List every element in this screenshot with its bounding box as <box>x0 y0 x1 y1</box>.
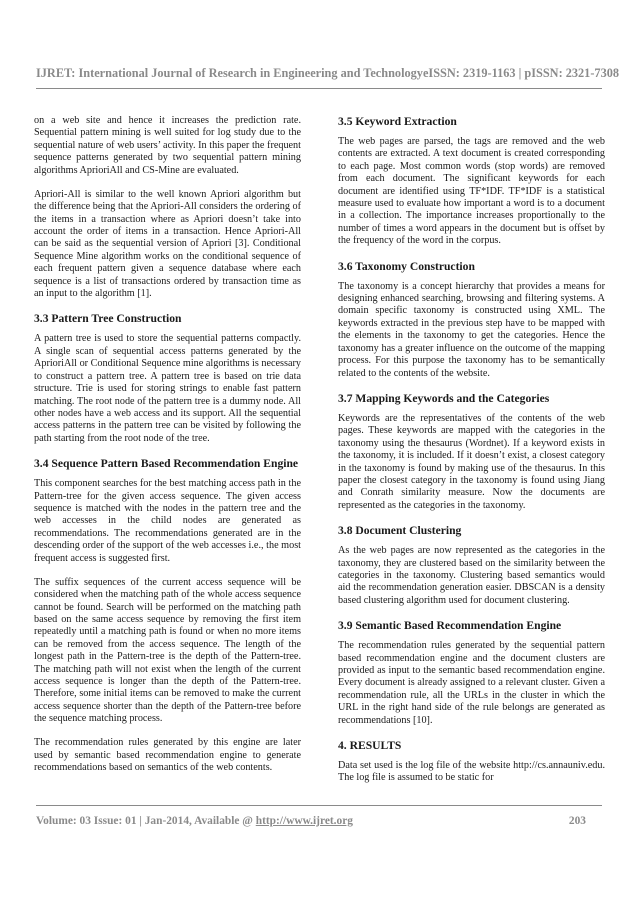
volume-info: Volume: 03 Issue: 01 | Jan-2014, Available @ <box>36 815 256 827</box>
journal-title: IJRET: International Journal of Research in Engineering and Technology <box>36 66 423 80</box>
section-3-9-heading: 3.9 Semantic Based Recommendation Engine <box>338 619 562 633</box>
right-paragraph-1: The web pages are parsed, the tags are removed and the web contents are extracted. A text document is created corresponding to each page. Most common words (stop words) are removed from each document. The significant keywords for each document are identified using TF*IDF. TF*IDF is a statistical measure used to evaluate how important a word is to a document in a collection. The importance increases proportionally to the number of times a word appears in the document but is offset by the frequency of the word in the corpus. <box>338 136 605 247</box>
left-paragraph-5: The suffix sequences of the current access sequence will be considered when the matching path of the whole access sequence cannot be found. Search will be performed on the matching path based on the same access sequence by removing the first item repeatedly until a matching path is found or when no more items can be removed from the access sequence. The length of the longest path in the Pattern-tree is the depth of the Pattern-tree. The matching path will not exist when the length of the current access sequence is longer than the depth of the Pattern-tree. Therefore, some initial items can be removed to make the current access sequence shorter than the depth of the Pattern-tree before the sequence matching process. <box>34 576 301 725</box>
running-header <box>36 66 620 86</box>
footer-rule <box>36 805 602 806</box>
footer-volume <box>36 815 353 833</box>
section-3-5-heading: 3.5 Keyword Extraction <box>338 115 457 128</box>
journal-link[interactable]: http://www.ijret.org <box>255 815 353 827</box>
section-3-4-heading: 3.4 Sequence Pattern Based Recommendation Engine <box>34 457 299 471</box>
section-3-3-heading: 3.3 Pattern Tree Construction <box>34 312 182 326</box>
left-paragraph-4: This component searches for the best matching access path in the Pattern-tree for the given access sequence. The given access sequence is matched with the nodes in the pattern tree and the web accesses in the child nodes are generated as recommendations. The recommendations generated are in the descending order of the support of the web accesses i.e., the most frequent access is suggested first. <box>34 478 301 564</box>
section-4-heading: 4. RESULTS <box>338 739 402 753</box>
left-paragraph-3: A pattern tree is used to store the sequential patterns compactly. A single scan of sequential access patterns generated by the AprioriAll or Conditional Sequence mine algorithms is necessary to construct a pattern tree. A pattern tree is based on trie data structure. Trie is used for storing strings to enable fast pattern matching. The root node of the pattern tree is a dummy node. All other nodes have a web access and its support. All the sequential access patterns in the pattern tree can be visited by following the path starting from the root node of the tree. <box>34 333 301 444</box>
page-footer <box>36 815 586 833</box>
right-paragraph-3: Keywords are the representatives of the contents of the web pages. These keywords are mapped with the categories in the taxonomy using the thesaurus (Wordnet). If a keyword exists in the taxonomy, it is included. If it doesn’t exist, a closest category in the taxonomy is found by making use of the thesaurus. In this paper the closest category in the taxonomy is found using Jiang and Conrath similarity measure. Now the documents are represented as the categories in the taxonomy. <box>338 412 605 511</box>
issn-info: eISSN: 2319-1163 | pISSN: 2321-7308 <box>422 66 620 80</box>
section-3-6-heading: 3.6 Taxonomy Construction <box>338 259 475 273</box>
right-paragraph-6: Data set used is the log file of the website http://cs.annauniv.edu. The log file is assumed to be static for <box>338 760 605 784</box>
right-column <box>338 115 605 785</box>
section-3-7-heading: 3.7 Mapping Keywords and the Categories <box>338 391 550 405</box>
header-rule <box>36 88 602 89</box>
right-paragraph-5: The recommendation rules generated by the sequential pattern based recommendation engine and the document clusters are provided as input to the semantic based recommendation engine. Every document is already assigned to a relevant cluster. Given a recommendation rule, all the URLs in the cluster in which the URL in the right hand side of the rule belongs are generated as recommendations [10]. <box>338 640 605 726</box>
right-paragraph-2: The taxonomy is a concept hierarchy that provides a means for designing enhanced searching, browsing and filtering systems. A domain specific taxonomy is constructed using XML. The keywords extracted in the previous step have to be mapped with the elements in the taxonomy to get the categories. Hence the taxonomy has a greater influence on the outcome of the mapping process. For this purpose the taxonomy has to be semantically related to the contents of the website. <box>338 280 605 379</box>
page-number: 203 <box>568 815 586 827</box>
left-column <box>34 115 301 775</box>
left-paragraph-2: Apriori-All is similar to the well known Apriori algorithm but the difference being that the Apriori-All considers the ordering of the items in a transaction where as Apriori doesn’t take into account the order of items in a transaction. Hence Apriori-All can be said as the sequential version of Apriori [3]. Conditional Sequence Mine algorithm works on the conditional sequence of each frequent pattern given a sequence database where each sequence is a list of transactions ordered by transaction time as an input to the algorithm [1]. <box>34 188 301 300</box>
right-paragraph-4: As the web pages are now represented as the categories in the taxonomy, they are clustered based on the similarity between the categories in the taxonomy. Clustering based semantics would aid the recommendation generation easier. DBSCAN is a density based clustering algorithm used for document clustering. <box>338 545 605 606</box>
section-3-8-heading: 3.8 Document Clustering <box>338 524 462 538</box>
left-paragraph-1: on a web site and hence it increases the prediction rate. Sequential pattern mining is well suited for log study due to the sequential nature of web users’ activity. In this paper the frequent sequence patterns generated by two sequential pattern mining algorithms AprioriAll and CS-Mine are evaluated. <box>34 115 301 176</box>
left-paragraph-6: The recommendation rules generated by this engine are later used by semantic based recommendation engine to generate recommendations based on semantics of the web contents. <box>34 737 301 774</box>
